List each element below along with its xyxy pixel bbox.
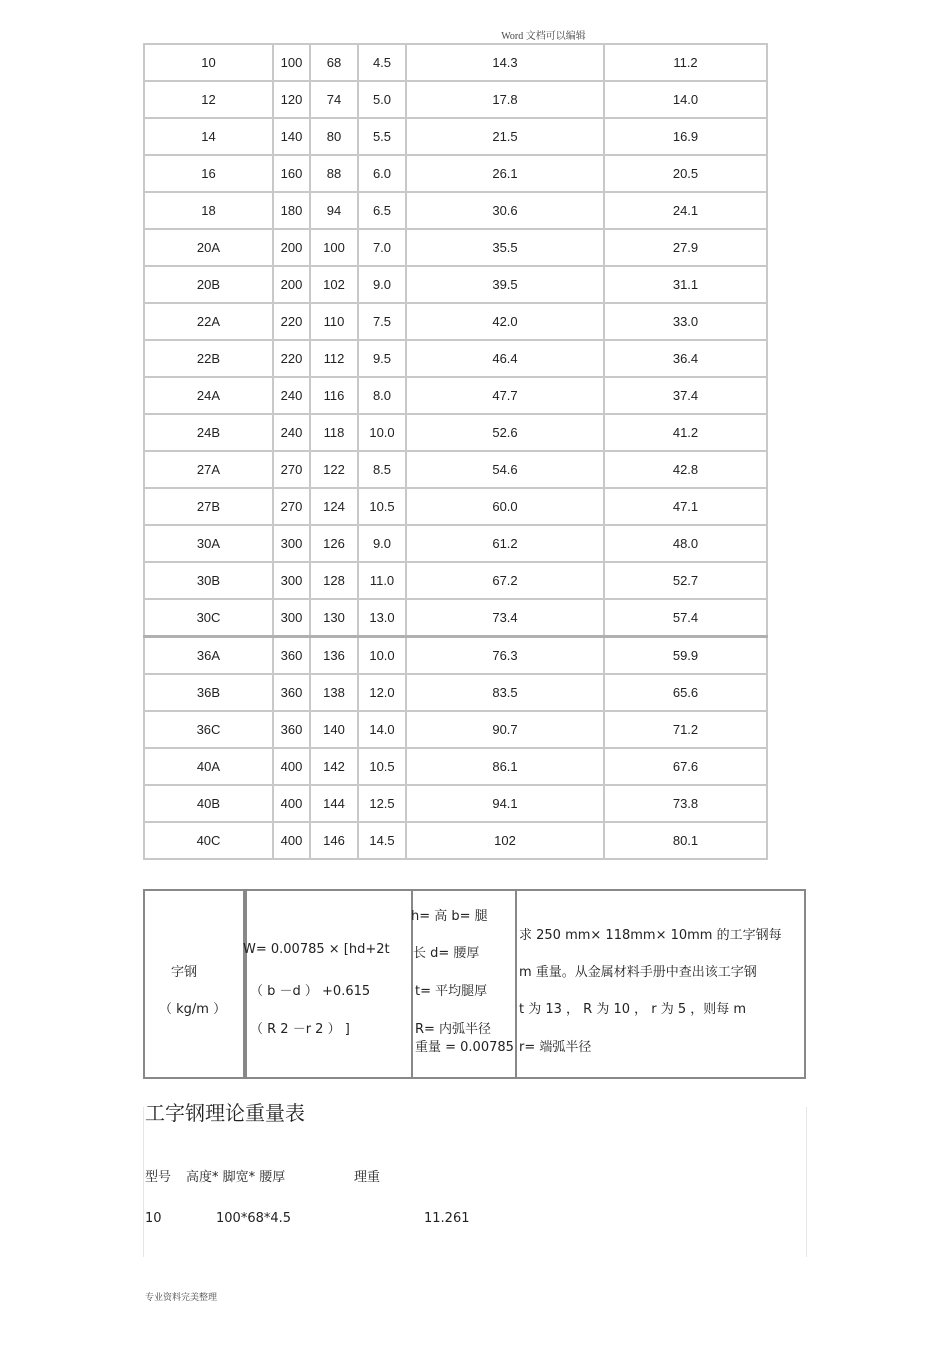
table-cell: 33.0 (604, 303, 767, 340)
table-cell: 120 (273, 81, 310, 118)
table-cell: 30.6 (406, 192, 604, 229)
section-border-right (806, 1107, 807, 1257)
table-row (144, 674, 767, 711)
table-cell: 10.0 (358, 637, 406, 675)
table-cell: 52.7 (604, 562, 767, 599)
table-cell: 17.8 (406, 81, 604, 118)
table-cell: 94 (310, 192, 358, 229)
table-row (144, 525, 767, 562)
table-cell: 80.1 (604, 822, 767, 859)
table-row (144, 44, 767, 81)
table-cell: 30B (144, 562, 273, 599)
entry-weight: 11.261 (424, 1211, 470, 1226)
table-cell: 400 (273, 822, 310, 859)
formula-box (143, 889, 806, 1079)
table-cell: 36B (144, 674, 273, 711)
col-header-dimensions: 高度* 脚宽* 腰厚 (186, 1170, 286, 1185)
table-row (144, 414, 767, 451)
weight-formula-line-2: （ b －d ） +0.615 (250, 984, 371, 999)
definition-line-4: R= 内弧半径 (415, 1022, 492, 1037)
table-cell: 10 (144, 44, 273, 81)
section-border-left (143, 1107, 144, 1257)
table-cell: 24.1 (604, 192, 767, 229)
table-cell: 14.5 (358, 822, 406, 859)
table-cell: 74 (310, 81, 358, 118)
table-cell: 116 (310, 377, 358, 414)
table-cell: 220 (273, 303, 310, 340)
table-cell: 14.3 (406, 44, 604, 81)
table-cell: 102 (310, 266, 358, 303)
table-cell: 46.4 (406, 340, 604, 377)
table-cell: 140 (310, 711, 358, 748)
table-row (144, 637, 767, 675)
table-cell: 27.9 (604, 229, 767, 266)
table-cell: 40B (144, 785, 273, 822)
table-cell: 240 (273, 377, 310, 414)
table-cell: 20B (144, 266, 273, 303)
table-cell: 20A (144, 229, 273, 266)
table-cell: 13.0 (358, 599, 406, 637)
col-header-model: 型号 (145, 1170, 172, 1185)
example-line-2: m 重量。从金属材料手册中查出该工字钢 (519, 965, 757, 980)
table-cell: 126 (310, 525, 358, 562)
table-cell: 16 (144, 155, 273, 192)
definition-line-1: h= 高 b= 腿 (411, 909, 488, 924)
table-cell: 67.2 (406, 562, 604, 599)
table-cell: 83.5 (406, 674, 604, 711)
table-row (144, 303, 767, 340)
table-cell: 27B (144, 488, 273, 525)
table-cell: 90.7 (406, 711, 604, 748)
table-cell: 124 (310, 488, 358, 525)
table-cell: 12.0 (358, 674, 406, 711)
table-cell: 130 (310, 599, 358, 637)
table-cell: 112 (310, 340, 358, 377)
table-cell: 20.5 (604, 155, 767, 192)
table-cell: 48.0 (604, 525, 767, 562)
table-cell: 14.0 (358, 711, 406, 748)
table-cell: 200 (273, 229, 310, 266)
table-cell: 5.5 (358, 118, 406, 155)
table-cell: 36C (144, 711, 273, 748)
table-cell: 10.0 (358, 414, 406, 451)
table-cell: 47.1 (604, 488, 767, 525)
table-cell: 80 (310, 118, 358, 155)
definition-line-2: 长 d= 腰厚 (413, 946, 480, 961)
header-note: Word 文档可以编辑 (501, 31, 586, 42)
table-cell: 52.6 (406, 414, 604, 451)
table-cell: 30C (144, 599, 273, 637)
table-cell: 5.0 (358, 81, 406, 118)
table-cell: 22B (144, 340, 273, 377)
definition-line-3: t= 平均腿厚 (415, 984, 488, 999)
table-cell: 86.1 (406, 748, 604, 785)
table-cell: 9.5 (358, 340, 406, 377)
table-cell: 88 (310, 155, 358, 192)
table-row (144, 118, 767, 155)
table-cell: 65.6 (604, 674, 767, 711)
table-cell: 16.9 (604, 118, 767, 155)
table-cell: 68 (310, 44, 358, 81)
table-cell: 42.0 (406, 303, 604, 340)
table-cell: 37.4 (604, 377, 767, 414)
table-row (144, 451, 767, 488)
table-cell: 138 (310, 674, 358, 711)
table-row (144, 488, 767, 525)
table-cell: 41.2 (604, 414, 767, 451)
unit-cell (145, 891, 245, 1077)
table-cell: 360 (273, 711, 310, 748)
table-cell: 200 (273, 266, 310, 303)
table-row (144, 711, 767, 748)
table-cell: 61.2 (406, 525, 604, 562)
table-cell: 11.2 (604, 44, 767, 81)
table-cell: 24A (144, 377, 273, 414)
example-line-1: 求 250 mm× 118mm× 10mm 的工字钢每 (519, 928, 782, 943)
table-cell: 118 (310, 414, 358, 451)
footer-note: 专业资料完美整理 (145, 1293, 218, 1303)
steel-spec-table (143, 43, 768, 860)
table-cell: 26.1 (406, 155, 604, 192)
entry-dimensions: 100*68*4.5 (216, 1211, 292, 1226)
definition-line-5: 重量 = 0.00785 (415, 1040, 514, 1055)
table-cell: 400 (273, 748, 310, 785)
table-cell: 18 (144, 192, 273, 229)
unit-label-1: 字钢 (171, 965, 198, 980)
table-cell: 128 (310, 562, 358, 599)
table-cell: 8.0 (358, 377, 406, 414)
table-cell: 12.5 (358, 785, 406, 822)
table-cell: 300 (273, 525, 310, 562)
table-cell: 31.1 (604, 266, 767, 303)
table-cell: 24B (144, 414, 273, 451)
table-cell: 36A (144, 637, 273, 675)
col-header-weight: 理重 (354, 1170, 381, 1185)
table-cell: 6.0 (358, 155, 406, 192)
table-cell: 11.0 (358, 562, 406, 599)
table-cell: 8.5 (358, 451, 406, 488)
table-cell: 180 (273, 192, 310, 229)
table-cell: 7.0 (358, 229, 406, 266)
table-cell: 36.4 (604, 340, 767, 377)
table-cell: 40C (144, 822, 273, 859)
table-cell: 100 (310, 229, 358, 266)
table-cell: 27A (144, 451, 273, 488)
weight-formula-line-1: W= 0.00785 × [hd+2t (243, 942, 390, 957)
table-row (144, 562, 767, 599)
table-cell: 67.6 (604, 748, 767, 785)
table-row (144, 377, 767, 414)
table-cell: 14 (144, 118, 273, 155)
table-cell: 59.9 (604, 637, 767, 675)
table-cell: 300 (273, 562, 310, 599)
table-row (144, 81, 767, 118)
table-cell: 360 (273, 674, 310, 711)
table-cell: 39.5 (406, 266, 604, 303)
table-cell: 40A (144, 748, 273, 785)
table-row (144, 229, 767, 266)
table-cell: 144 (310, 785, 358, 822)
entry-model: 10 (145, 1211, 162, 1226)
table-cell: 122 (310, 451, 358, 488)
table-cell: 54.6 (406, 451, 604, 488)
table-cell: 60.0 (406, 488, 604, 525)
table-row (144, 192, 767, 229)
table-cell: 14.0 (604, 81, 767, 118)
table-row (144, 748, 767, 785)
table-cell: 270 (273, 488, 310, 525)
table-row (144, 785, 767, 822)
table-cell: 160 (273, 155, 310, 192)
table-cell: 240 (273, 414, 310, 451)
table-cell: 10.5 (358, 488, 406, 525)
page-title: 工字钢理论重量表 (145, 1101, 305, 1125)
table-cell: 94.1 (406, 785, 604, 822)
table-cell: 10.5 (358, 748, 406, 785)
table-row (144, 155, 767, 192)
table-cell: 220 (273, 340, 310, 377)
table-row (144, 599, 767, 637)
table-row (144, 340, 767, 377)
table-cell: 71.2 (604, 711, 767, 748)
unit-label-2: （ kg/m ） (159, 1002, 227, 1017)
table-cell: 9.0 (358, 266, 406, 303)
table-row (144, 266, 767, 303)
table-cell: 7.5 (358, 303, 406, 340)
table-cell: 22A (144, 303, 273, 340)
table-cell: 73.4 (406, 599, 604, 637)
table-cell: 30A (144, 525, 273, 562)
weight-formula-line-3: （ R 2 －r 2 ） ] (250, 1022, 350, 1037)
table-cell: 9.0 (358, 525, 406, 562)
table-cell: 142 (310, 748, 358, 785)
table-cell: 35.5 (406, 229, 604, 266)
table-cell: 360 (273, 637, 310, 675)
table-cell: 6.5 (358, 192, 406, 229)
example-line-4: r= 端弧半径 (519, 1040, 592, 1055)
table-cell: 102 (406, 822, 604, 859)
table-cell: 400 (273, 785, 310, 822)
table-cell: 42.8 (604, 451, 767, 488)
table-cell: 110 (310, 303, 358, 340)
table-cell: 21.5 (406, 118, 604, 155)
table-cell: 47.7 (406, 377, 604, 414)
table-cell: 270 (273, 451, 310, 488)
table-cell: 146 (310, 822, 358, 859)
table-cell: 76.3 (406, 637, 604, 675)
table-cell: 300 (273, 599, 310, 637)
table-cell: 100 (273, 44, 310, 81)
table-row (144, 822, 767, 859)
table-cell: 73.8 (604, 785, 767, 822)
example-line-3: t 为 13 ， R 为 10 ， r 为 5 ，则每 m (519, 1002, 747, 1017)
table-cell: 4.5 (358, 44, 406, 81)
table-cell: 57.4 (604, 599, 767, 637)
table-cell: 12 (144, 81, 273, 118)
table-cell: 140 (273, 118, 310, 155)
table-cell: 136 (310, 637, 358, 675)
